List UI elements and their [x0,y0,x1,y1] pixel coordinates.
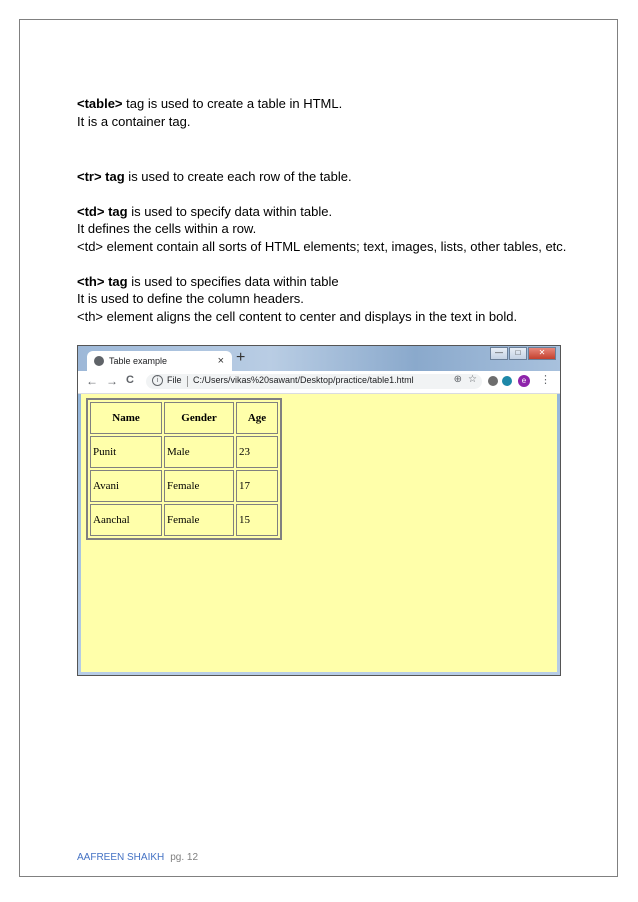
table-header: Age [236,402,278,434]
tab-title: Table example [109,356,168,366]
line-text: is used to create each row of the table. [124,168,352,184]
browser-toolbar [78,371,560,394]
forward-arrow-icon[interactable]: → [106,374,118,388]
globe-icon [94,356,104,366]
table-cell: Aanchal [90,504,162,536]
tag-name: <table> [77,96,123,111]
extension-icon[interactable] [488,376,498,386]
line-text: tag is used to create a table in HTML. [122,96,343,111]
profile-avatar[interactable]: e [518,375,530,387]
reload-icon[interactable]: C [126,374,134,386]
page-footer [77,852,198,863]
tag-name: <td> tag [77,203,128,219]
minimize-button[interactable]: — [490,347,508,360]
text-line: <th> element aligns the cell content to center and displays in the text in bold. [77,308,518,324]
close-tab-icon[interactable]: × [217,355,224,367]
table-cell: Female [164,470,234,502]
text-line [77,95,577,113]
bookmark-star-icon[interactable]: ☆ [468,374,477,385]
table-cell: Male [164,436,234,468]
text-line [77,273,577,291]
text-line: <td> element contain all sorts of HTML elements; text, images, lists, other tables, etc. [77,238,567,254]
info-icon[interactable]: i [152,375,163,386]
text-line: It is used to define the column headers. [77,291,304,306]
table-cell: 17 [236,470,278,502]
zoom-icon[interactable]: ⊕ [453,374,462,385]
document-body [77,95,577,360]
close-window-button[interactable]: ✕ [528,347,556,360]
file-label: File [167,375,182,385]
page-number: pg. 12 [170,852,199,863]
tag-name: <th> tag [77,273,128,289]
table-row [90,436,278,468]
tab-bar [78,346,560,371]
table-row [90,470,278,502]
window-controls [490,347,556,360]
table-cell: 23 [236,436,278,468]
address-bar[interactable] [146,374,482,389]
browser-screenshot [77,345,561,676]
text-line [77,168,577,186]
back-arrow-icon[interactable]: ← [86,374,98,388]
new-tab-button[interactable]: + [236,349,246,366]
table-row [90,504,278,536]
menu-icon[interactable]: ⋮ [540,374,551,386]
tag-name: <tr> tag [77,168,125,184]
demo-table [86,398,282,540]
table-cell: Female [164,504,234,536]
text-line: It defines the cells within a row. [77,221,257,236]
table-header: Gender [164,402,234,434]
table-header: Name [90,402,162,434]
url-text[interactable]: C:/Users/vikas%20sawant/Desktop/practice/table1.html [193,375,414,385]
divider [187,376,188,387]
browser-tab[interactable] [87,351,232,371]
table-header-row [90,402,278,434]
maximize-button[interactable]: □ [509,347,527,360]
footer-author: AAFREEN SHAIKH [77,852,165,863]
text-line: It is a container tag. [77,113,191,129]
extension-icon[interactable] [502,376,512,386]
table-cell: Avani [90,470,162,502]
table-cell: 15 [236,504,278,536]
table-cell: Punit [90,436,162,468]
page-viewport [81,394,557,672]
line-text: is used to specify data within table. [127,203,333,219]
text-line [77,203,577,221]
line-text: is used to specifies data within table [127,273,339,289]
